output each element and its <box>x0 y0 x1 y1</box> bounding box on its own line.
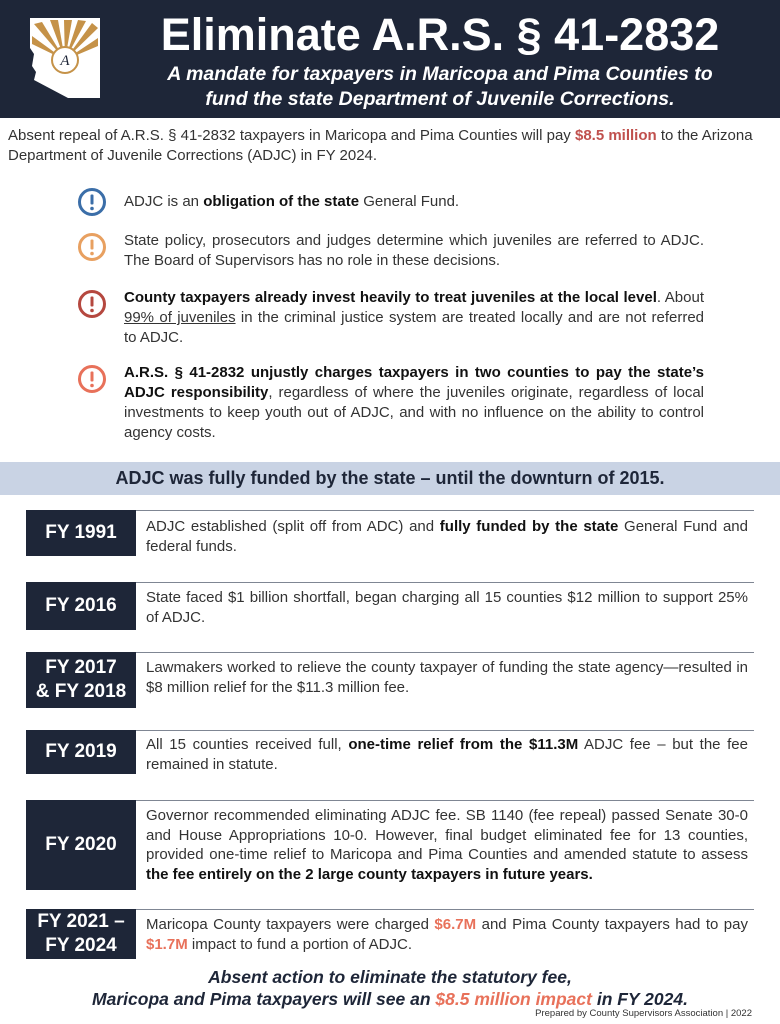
exclamation-circle-icon <box>78 365 106 393</box>
row-text: Maricopa County taxpayers were charged $6.7M and Pima County taxpayers had to pay $1.7M impact to fund a portion of ADJC. <box>146 916 748 953</box>
header-banner <box>0 0 780 118</box>
bullet-text: A.R.S. § 41-2832 unjustly charges taxpayers in two counties to pay the state’s ADJC responsibility, regardless of where the juveniles originate, regardless of local investments to keep youth out of ADJC, and with no influence on the ability to control agency costs. <box>124 364 704 441</box>
row-text: Governor recommended eliminating ADJC fee. SB 1140 (fee repeal) passed Senate 30-0 and House Appropriations 10-0. However, final budget eliminated fee for 13 counties, provided one-time relief to Maricopa and Pima Counties and amended statute to assess the fee entirely on the 2 large county taxpayers in future years. <box>146 807 748 883</box>
section-band <box>0 462 780 495</box>
seal-letter: A <box>60 53 70 69</box>
row-text: ADJC established (split off from ADC) and fully funded by the state General Fund and federal funds. <box>146 518 748 555</box>
year-label: FY 2020 <box>26 800 136 890</box>
intro-text-b: to the Arizona Department of Juvenile Corrections (ADJC) in FY 2024. <box>8 127 753 164</box>
row-text: State faced $1 billion shortfall, began charging all 15 counties $12 million to support 25% of ADJC. <box>146 589 748 626</box>
page-title: Eliminate A.R.S. § 41-2832 <box>160 9 720 60</box>
subtitle-line-2: fund the state Department of Juvenile Corrections. <box>205 88 675 110</box>
year-label: FY 2021 – FY 2024 <box>26 909 136 959</box>
year-label: FY 2019 <box>26 730 136 774</box>
bullet-text: State policy, prosecutors and judges determine which juveniles are referred to ADJC. The Board of Supervisors has no role in these decisions. <box>124 232 704 269</box>
bullet-text: County taxpayers already invest heavily to treat juveniles at the local level. About 99% of juveniles in the criminal justice system are treated locally and are not referred to ADJC. <box>124 289 704 346</box>
year-label: FY 1991 <box>26 510 136 556</box>
subtitle-line-1: A mandate for taxpayers in Maricopa and Pima Counties to <box>167 63 713 85</box>
row-text: All 15 counties received full, one-time relief from the $11.3M ADJC fee – but the fee remained in statute. <box>146 736 748 773</box>
page-subtitle <box>120 62 760 112</box>
exclamation-circle-icon <box>78 290 106 318</box>
section-heading: ADJC was fully funded by the state – until the downturn of 2015. <box>115 468 665 488</box>
exclamation-circle-icon <box>78 188 106 216</box>
credit-line: Prepared by County Supervisors Association | 2022 <box>535 1008 752 1019</box>
bullet-text: ADJC is an obligation of the state General Fund. <box>124 193 460 210</box>
arizona-seal-logo <box>28 14 102 100</box>
exclamation-circle-icon <box>78 233 106 261</box>
intro-paragraph <box>8 126 774 166</box>
closing-line-2: Maricopa and Pima taxpayers will see an $8.5 million impact in FY 2024. <box>92 989 688 1009</box>
year-label: FY 2016 <box>26 582 136 630</box>
row-text: Lawmakers worked to relieve the county taxpayer of funding the state agency—resulted in $8 million relief for the $11.3 million fee. <box>146 659 748 696</box>
closing-line-1: Absent action to eliminate the statutory fee, <box>208 967 572 987</box>
intro-amount: $8.5 million <box>574 127 657 144</box>
intro-text-a: Absent repeal of A.R.S. § 41-2832 taxpayers in Maricopa and Pima Counties will pay <box>8 127 575 144</box>
year-label: FY 2017 & FY 2018 <box>26 652 136 708</box>
closing-statement <box>60 966 720 1010</box>
